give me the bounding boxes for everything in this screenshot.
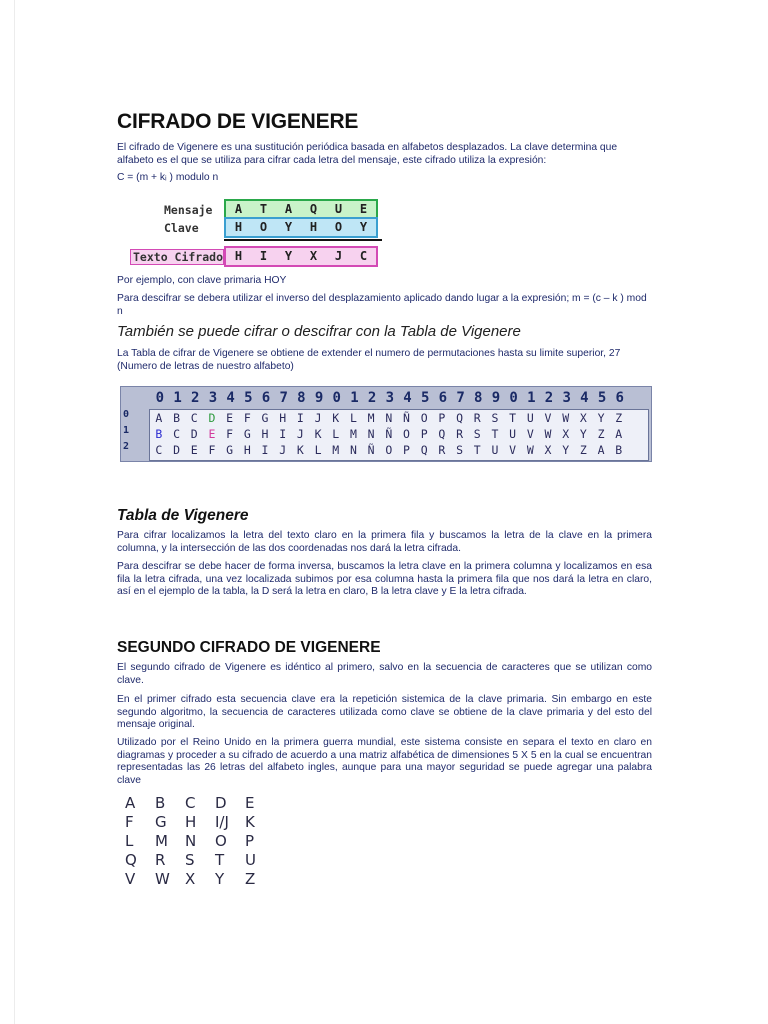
formula-text: C = (m + kᵢ ) modulo n (117, 172, 219, 183)
vigenere-cell: U (526, 411, 534, 425)
vigenere-cell: Y (562, 443, 570, 457)
cipher-letter: O (259, 220, 268, 234)
polybius-row (125, 794, 275, 813)
polybius-cell: P (245, 832, 255, 850)
vigenere-header-number: 6 (615, 390, 624, 406)
vigenere-cell: I (296, 411, 304, 425)
polybius-row (125, 870, 275, 889)
vigenere-cell: R (456, 427, 463, 441)
polybius-cell: B (155, 794, 166, 812)
vigenere-header-number: 7 (456, 390, 465, 406)
cipher-cells-clave (224, 217, 378, 238)
vigenere-header-number: 2 (544, 390, 554, 406)
polybius-cell: Z (245, 870, 256, 888)
vigenere-cell: M (349, 427, 357, 441)
vigenere-header-number: 1 (527, 390, 536, 406)
vigenere-cell: O (420, 411, 428, 425)
polybius-cell: Y (215, 870, 225, 888)
polybius-cell: N (185, 832, 197, 850)
polybius-cell: A (125, 794, 136, 812)
vigenere-header-number: 1 (173, 390, 182, 406)
vigenere-cell: N (367, 427, 375, 441)
vigenere-header-number: 9 (314, 390, 324, 406)
vigenere-cell: D (173, 443, 180, 457)
section-tabla-vigenere: Tabla de Vigenere (117, 507, 249, 524)
vigenere-cell: S (473, 427, 481, 441)
vigenere-cell: T (509, 411, 517, 425)
vigenere-cell: Ñ (403, 411, 410, 425)
cipher-divider (224, 239, 382, 241)
polybius-square (125, 794, 275, 889)
vigenere-cell: X (562, 427, 570, 441)
vigenere-header-number: 3 (385, 390, 394, 406)
vigenere-cell: G (243, 427, 251, 441)
vigenere-cell: S (456, 443, 463, 457)
cipher-letter: O (334, 220, 343, 234)
segundo-paragraph-3: Utilizado por el Reino Unido en la primera guerra mundial, este sistema consiste en separa el texto en claro en diagramas y proceder a su cifrado de acuerdo a una matriz alfabética de dimensiones 5 X 5 en la cual se encuentran representadas las 26 letras del alfabeto ingles, aunque para una mayor seguridad se puede agregar una palabra clave (117, 737, 652, 786)
vigenere-cell: G (226, 443, 234, 457)
polybius-cell: C (185, 794, 196, 812)
vigenere-cell: T (491, 427, 499, 441)
cipher-letter: Q (309, 202, 318, 216)
segundo-paragraph-1: El segundo cifrado de Vigenere es idéntico al primero, salvo en la secuencia de caracteres que se utilizan como clave. (117, 662, 652, 686)
cipher-label-cifrado: Texto Cifrado (130, 249, 224, 265)
vigenere-cell: M (332, 443, 340, 457)
cipher-letter: C (359, 249, 368, 263)
cipher-letter: X (309, 249, 318, 263)
polybius-row (125, 851, 275, 870)
polybius-cell: H (185, 813, 197, 831)
vigenere-cell: F (208, 443, 216, 457)
vigenere-cell: Y (579, 427, 587, 441)
vigenere-cell: Ñ (367, 443, 375, 457)
vigenere-header-number: 0 (332, 390, 341, 406)
vigenere-row-index: 1 (123, 425, 130, 436)
vigenere-cell: X (579, 411, 587, 425)
vigenere-cell: C (173, 427, 180, 441)
cipher-label-clave: Clave (164, 220, 199, 235)
cipher-letter: T (259, 202, 268, 216)
vigenere-header-number: 6 (261, 390, 271, 406)
vigenere-cell: Y (597, 411, 605, 425)
vigenere-cell: K (314, 427, 322, 441)
vigenere-cell: E (190, 443, 198, 457)
vigenere-row-index: 0 (123, 409, 130, 420)
cipher-letter: Y (359, 220, 368, 234)
vigenere-cell: S (491, 411, 499, 425)
vigenere-cell: P (438, 411, 446, 425)
page-title: CIFRADO DE VIGENERE (117, 110, 359, 133)
polybius-cell: M (155, 832, 168, 850)
vigenere-cell: I (279, 427, 287, 441)
vigenere-cell: O (385, 443, 393, 457)
subtitle-table: También se puede cifrar o descifrar con la Tabla de Vigenere (117, 323, 521, 340)
polybius-row (125, 813, 275, 832)
polybius-cell: T (215, 851, 225, 869)
vigenere-header-number: 2 (367, 390, 377, 406)
vigenere-header-number: 7 (279, 390, 288, 406)
tabla-paragraph-2: Para descifrar se debe hacer de forma inversa, buscamos la letra clave en la primera columna y localizamos en esa fila la letra cifrada, una vez localizada subimos por esa columna hasta la primera fila que nos dará la letra en claro, así en el ejemplo de la tabla, la D será la letra en claro, B la letra clave y E la letra cifrada. (117, 561, 652, 598)
vigenere-cell: D (190, 427, 198, 441)
vigenere-cell: J (296, 427, 304, 441)
vigenere-letter-grid (149, 409, 649, 461)
vigenere-header-number: 8 (474, 390, 483, 406)
polybius-cell: O (215, 832, 227, 850)
vigenere-cell: W (526, 443, 534, 457)
vigenere-header-number: 0 (155, 390, 165, 406)
polybius-cell: U (245, 851, 256, 869)
vigenere-cell: B (173, 411, 180, 425)
vigenere-cell: Q (456, 411, 463, 425)
vigenere-header-number: 3 (562, 390, 571, 406)
vigenere-header-number: 5 (420, 390, 430, 406)
cipher-letter: H (309, 220, 318, 234)
polybius-cell: G (155, 813, 167, 831)
vigenere-header-number: 4 (403, 390, 412, 406)
polybius-cell: W (155, 870, 170, 888)
vigenere-header-number: 1 (350, 390, 359, 406)
vigenere-cell: R (438, 443, 446, 457)
polybius-cell: D (215, 794, 227, 812)
vigenere-cell: P (420, 427, 428, 441)
vigenere-row-index: 2 (123, 441, 130, 452)
vigenere-cell: K (296, 443, 304, 457)
section-segundo-cifrado: SEGUNDO CIFRADO DE VIGENERE (117, 639, 381, 656)
vigenere-cell: Z (579, 443, 587, 457)
vigenere-table (120, 386, 652, 462)
vigenere-header-number: 3 (208, 390, 218, 406)
vigenere-header-number: 5 (597, 390, 607, 406)
vigenere-cell: U (491, 443, 499, 457)
cipher-letter: Y (284, 249, 293, 263)
polybius-cell: Q (125, 851, 137, 869)
vigenere-cell: J (279, 443, 287, 457)
polybius-cell: L (125, 832, 134, 850)
vigenere-cell: A (597, 443, 605, 457)
polybius-cell: X (185, 870, 196, 888)
vigenere-cell: D (208, 411, 216, 425)
vigenere-cell: I (261, 443, 269, 457)
vigenere-cell: V (544, 411, 552, 425)
vigenere-cell: K (332, 411, 340, 425)
vigenere-header-number: 4 (580, 390, 589, 406)
cipher-letter: H (234, 220, 243, 234)
vigenere-cell: A (155, 411, 163, 425)
polybius-cell: E (245, 794, 255, 812)
polybius-cell: S (185, 851, 195, 869)
vigenere-cell: E (226, 411, 234, 425)
vigenere-cell: R (473, 411, 481, 425)
vigenere-row (150, 426, 628, 442)
vigenere-cell: F (226, 427, 234, 441)
vigenere-cell: N (349, 443, 357, 457)
vigenere-cell: Z (615, 411, 623, 425)
vigenere-row (150, 410, 628, 426)
segundo-paragraph-2: En el primer cifrado esta secuencia clave era la repetición sistemica de la clave primaria. Sin embargo en este segundo algoritmo, la secuencia de caracteres utilizada como clave se obtiene de la clave primaria y del esto del mensaje original. (117, 694, 652, 731)
vigenere-cell: E (208, 427, 216, 441)
vigenere-header-number: 6 (438, 390, 448, 406)
vigenere-header-number: 8 (297, 390, 306, 406)
vigenere-cell: O (403, 427, 410, 441)
polybius-cell: I/J (215, 813, 229, 831)
vigenere-cell: N (385, 411, 393, 425)
vigenere-cell: W (544, 427, 552, 441)
vigenere-cell: H (243, 443, 251, 457)
vigenere-row (150, 442, 628, 458)
cipher-letter: A (284, 202, 293, 216)
vigenere-cell: L (332, 427, 340, 441)
vigenere-cell: H (261, 427, 269, 441)
vigenere-header-numbers (151, 389, 629, 407)
vigenere-cell: B (615, 443, 623, 457)
intro-paragraph: El cifrado de Vigenere es una sustitución periódica basada en alfabetos desplazados. La clave determina que alfabeto es el que se utiliza para cifrar cada letra del mensaje, este cifrado utiliza la expresión: (117, 142, 618, 166)
table-intro-paragraph: La Tabla de cifrar de Vigenere se obtiene de extender el numero de permutaciones hasta su limite superior, 27 (Numero de letras de nuestro alfabeto) (117, 348, 621, 372)
vigenere-cell: X (544, 443, 552, 457)
polybius-cell: F (125, 813, 134, 831)
vigenere-cell: M (367, 411, 375, 425)
vigenere-cell: W (562, 411, 570, 425)
vigenere-header-number: 0 (509, 390, 518, 406)
cipher-letter: E (359, 202, 368, 216)
vigenere-header-number: 2 (191, 390, 200, 406)
vigenere-cell: U (509, 427, 517, 441)
page-edge (14, 0, 15, 1024)
cipher-label-mensaje: Mensaje (164, 202, 213, 217)
vigenere-cell: L (314, 443, 322, 457)
vigenere-cell: C (190, 411, 198, 425)
polybius-cell: R (155, 851, 166, 869)
vigenere-cell: T (473, 443, 481, 457)
vigenere-cell: L (349, 411, 357, 425)
vigenere-header-number: 9 (491, 390, 501, 406)
vigenere-cell: C (155, 443, 163, 457)
example-text: Por ejemplo, con clave primaria HOY (117, 275, 287, 286)
vigenere-cell: P (403, 443, 410, 457)
cipher-letter: H (234, 249, 243, 263)
polybius-cell: K (245, 813, 255, 831)
cipher-letter: I (259, 249, 268, 263)
vigenere-header-number: 4 (226, 390, 235, 406)
cipher-row-clave (164, 217, 378, 238)
vigenere-cell: V (526, 427, 534, 441)
vigenere-cell: F (243, 411, 251, 425)
vigenere-cell: V (509, 443, 517, 457)
vigenere-cell: A (615, 427, 623, 441)
vigenere-cell: Ñ (385, 427, 393, 441)
polybius-cell: V (125, 870, 136, 888)
cipher-row-cifrado (130, 246, 378, 267)
cipher-letter: Y (284, 220, 293, 234)
cipher-cells-cifrado (224, 246, 378, 267)
decrypt-paragraph: Para descifrar se debera utilizar el inverso del desplazamiento aplicado dando lugar a la expresión; m = (c – k ) mod n (117, 293, 647, 317)
polybius-row (125, 832, 275, 851)
vigenere-header-number: 5 (244, 390, 253, 406)
vigenere-cell: H (279, 411, 287, 425)
tabla-paragraph-1: Para cifrar localizamos la letra del texto claro en la primera fila y buscamos la letra de la clave en la primera columna, y la intersección de las dos coordenadas nos dará la letra cifrada. (117, 530, 652, 554)
vigenere-cell: J (314, 411, 322, 425)
vigenere-cell: G (261, 411, 269, 425)
cipher-letter: A (234, 202, 243, 216)
cipher-letter: J (334, 249, 343, 263)
vigenere-cell: Z (597, 427, 605, 441)
cipher-figure (130, 197, 390, 269)
vigenere-cell: Q (438, 427, 446, 441)
vigenere-cell: B (155, 427, 163, 441)
vigenere-cell: Q (420, 443, 428, 457)
cipher-letter: U (334, 202, 343, 216)
